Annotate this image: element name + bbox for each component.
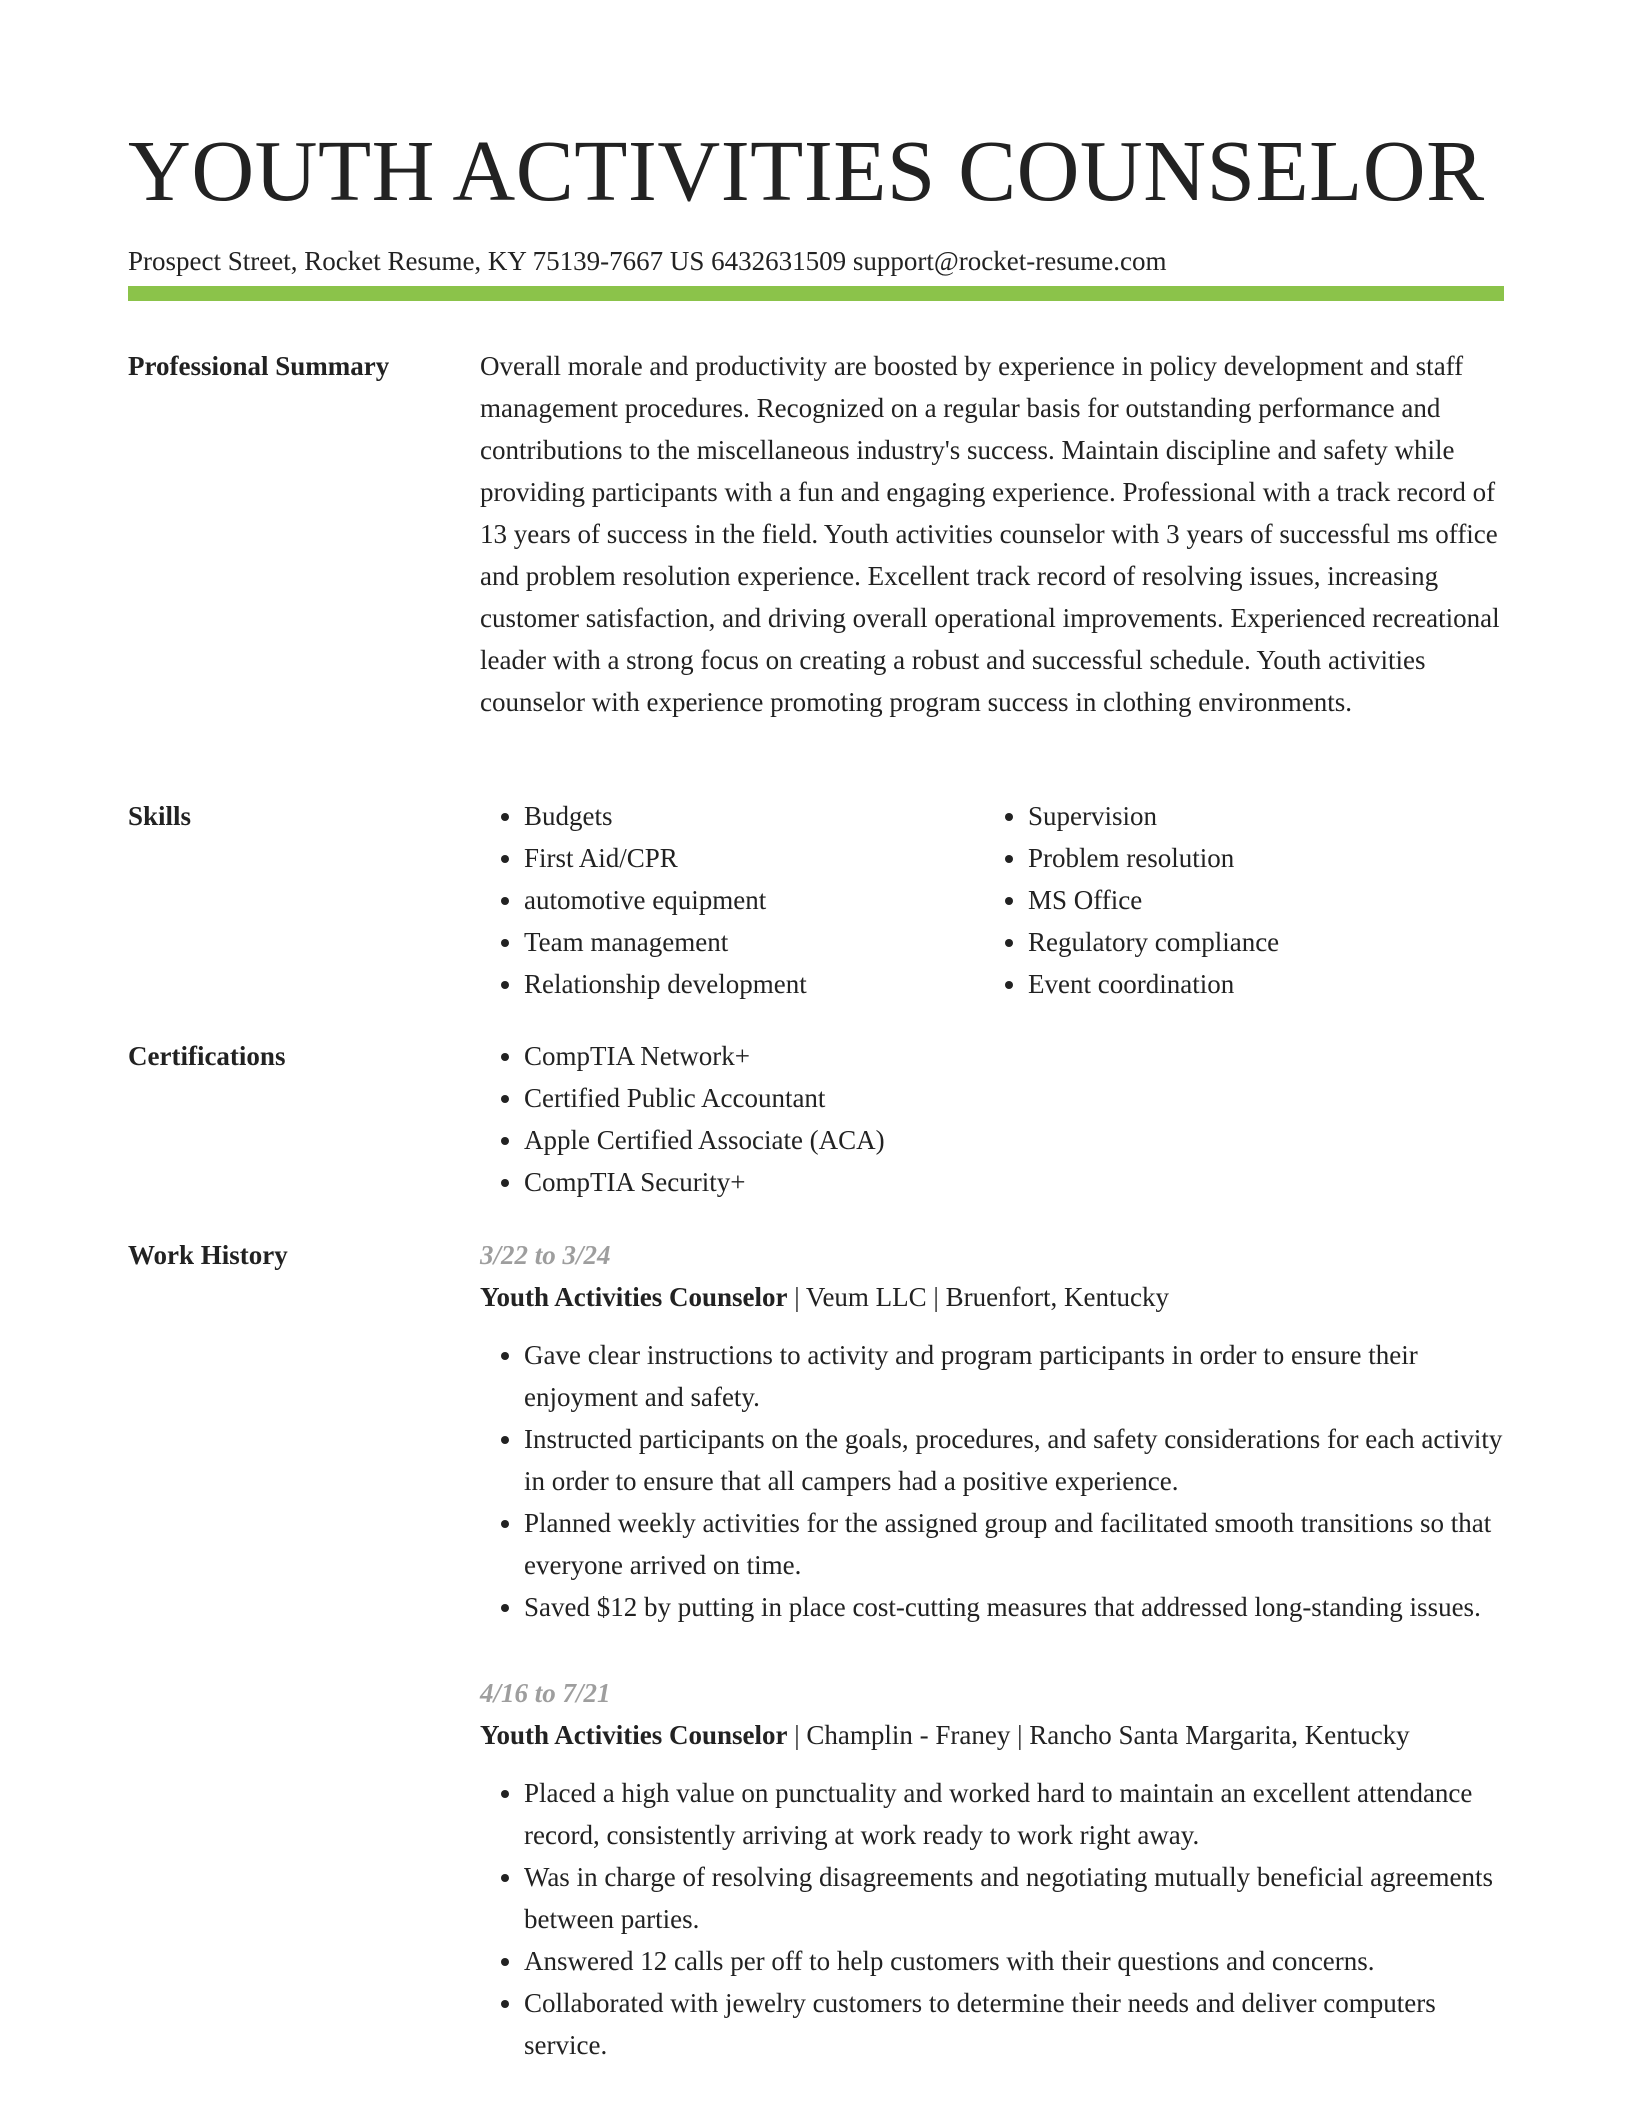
summary-text: Overall morale and productivity are boosted by experience in policy development and staff management procedures. Recognized on a regular basis for outstanding performance and contributions to the miscellaneous industry's success. Maintain discipline and safety while providing participants with a fun and engaging experience. Professional with a track record of 13 years of success in the field. Youth activities counselor with 3 years of successful ms office and problem resolution experience. Excellent track record of resolving issues, increasing customer satisfaction, and driving overall operational improvements. Experienced recreational leader with a strong focus on creating a robust and successful schedule. Youth activities counselor with experience promoting program success in clothing environments.	[480, 351, 1500, 717]
job-employer-location: | Veum LLC | Bruenfort, Kentucky	[787, 1282, 1170, 1312]
job-entry	[480, 1234, 1504, 1628]
skills-list-right	[984, 795, 1504, 1005]
certification-item: • Certified Public Accountant	[524, 1077, 1504, 1119]
resume-header	[128, 118, 1504, 278]
job-title-line	[480, 1714, 1504, 1756]
job-dates: 4/16 to 7/21	[480, 1678, 611, 1708]
certification-item: • CompTIA Security+	[524, 1161, 1504, 1203]
certifications-body	[480, 1035, 1504, 1203]
skills-heading: Skills	[128, 801, 192, 831]
skills-column-right	[984, 795, 1504, 1005]
skill-item: • MS Office	[1028, 879, 1504, 921]
job-duty: • Collaborated with jewelry customers to determine their needs and deliver computers service.	[524, 1982, 1504, 2066]
certifications-heading: Certifications	[128, 1041, 286, 1071]
accent-divider	[128, 286, 1504, 301]
job-title: Youth Activities Counselor	[480, 1282, 788, 1312]
candidate-name: YOUTH ACTIVITIES COUNSELOR	[128, 122, 1485, 219]
skills-column-left	[480, 795, 980, 1005]
job-duty: • Answered 12 calls per off to help customers with their questions and concerns.	[524, 1940, 1504, 1982]
skill-item: • Event coordination	[1028, 963, 1504, 1005]
skills-list-left	[480, 795, 980, 1005]
certification-item: • CompTIA Network+	[524, 1035, 1504, 1077]
skill-item: • Relationship development	[524, 963, 980, 1005]
job-dates: 3/22 to 3/24	[480, 1240, 611, 1270]
skill-item: • Budgets	[524, 795, 980, 837]
certifications-list	[480, 1035, 1504, 1203]
job-duty: • Planned weekly activities for the assigned group and facilitated smooth transitions so that everyone arrived on time.	[524, 1502, 1504, 1586]
work-history-body	[480, 1234, 1504, 2066]
skill-item: • Problem resolution	[1028, 837, 1504, 879]
job-duty: • Placed a high value on punctuality and worked hard to maintain an excellent attendance record, consistently arriving at work ready to work right away.	[524, 1772, 1504, 1856]
job-duties-list	[480, 1772, 1504, 2066]
summary-heading: Professional Summary	[128, 351, 390, 381]
skill-item: • Team management	[524, 921, 980, 963]
job-duty: • Gave clear instructions to activity and program participants in order to ensure their enjoyment and safety.	[524, 1334, 1504, 1418]
skill-item: • First Aid/CPR	[524, 837, 980, 879]
job-duty: • Instructed participants on the goals, procedures, and safety considerations for each activity in order to ensure that all campers had a positive experience.	[524, 1418, 1504, 1502]
skill-item: • Regulatory compliance	[1028, 921, 1504, 963]
job-duty: • Saved $12 by putting in place cost-cutting measures that addressed long-standing issues.	[524, 1586, 1504, 1628]
skill-item: • Supervision	[1028, 795, 1504, 837]
job-entry	[480, 1672, 1504, 2066]
job-duty: • Was in charge of resolving disagreements and negotiating mutually beneficial agreements between parties.	[524, 1856, 1504, 1940]
contact-info: Prospect Street, Rocket Resume, KY 75139-7667 US 6432631509 support@rocket-resume.com	[128, 246, 1167, 276]
certification-item: • Apple Certified Associate (ACA)	[524, 1119, 1504, 1161]
job-duties-list	[480, 1334, 1504, 1628]
skill-item: • automotive equipment	[524, 879, 980, 921]
job-employer-location: | Champlin - Franey | Rancho Santa Margarita, Kentucky	[787, 1720, 1410, 1750]
job-title-line	[480, 1276, 1504, 1318]
work-history-heading: Work History	[128, 1240, 288, 1270]
job-title: Youth Activities Counselor	[480, 1720, 788, 1750]
